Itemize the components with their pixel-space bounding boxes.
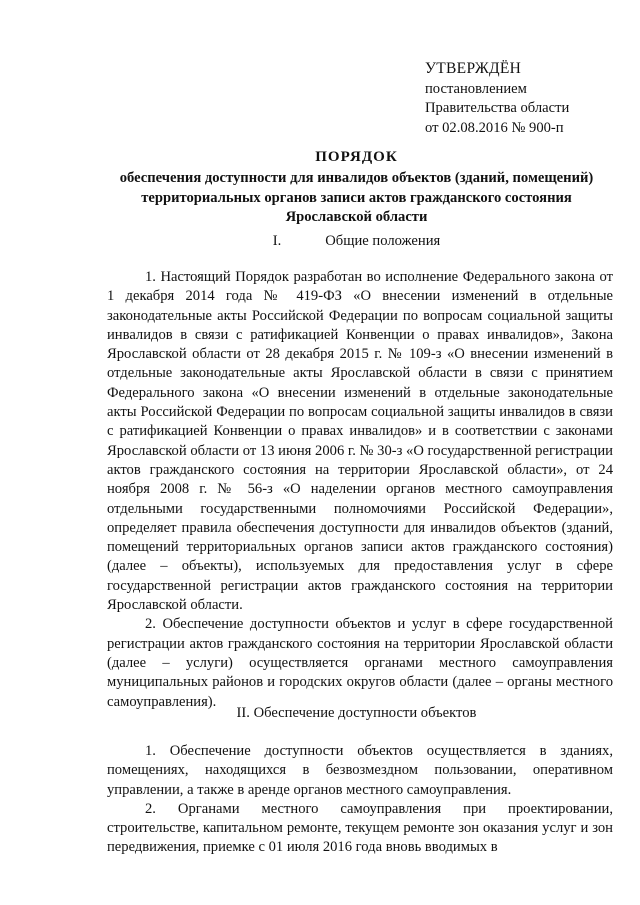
approval-line-1: постановлением xyxy=(425,81,527,97)
approval-stamp xyxy=(425,58,630,138)
title-main: ПОРЯДОК xyxy=(315,149,398,165)
approval-heading: УТВЕРЖДЁН xyxy=(425,60,522,77)
section-1-number: I. xyxy=(272,233,282,249)
paragraph: 2. Обеспечение доступности объектов и услуг в сфере государственной регистрации актов гражданского состояния на территории Ярославской области (далее – услуги) осуществляется органами местного самоуправления муниципальных районов и городских округов области (далее – органы местного самоуправления). xyxy=(107,616,613,710)
paragraph: 2. Органами местного самоуправления при проектировании, строительстве, капитальном ремонте, текущем ремонте зон оказания услуг и зон передвижения, приемке с 01 июля 2016 года вновь вводимых в xyxy=(107,800,613,856)
approval-line-2: Правительства области xyxy=(425,100,570,117)
document-title xyxy=(100,148,613,227)
paragraph: 1. Обеспечение доступности объектов осуществляется в зданиях, помещениях, находящихся в безвозмездном пользовании, оперативном управлении, а также в аренде органов местного самоуправления. xyxy=(107,743,613,798)
section-2-body xyxy=(107,742,613,858)
section-1-heading xyxy=(100,232,613,251)
section-2-heading: II. Обеспечение доступности объектов xyxy=(236,705,477,721)
section-1-body xyxy=(107,268,613,712)
approval-line-3: от 02.08.2016 № 900-п xyxy=(425,119,564,136)
title-subtitle: обеспечения доступности для инвалидов объектов (зданий, помещений) территориальных органов записи актов гражданского состояния Ярославской области xyxy=(119,170,594,225)
paragraph: 1. Настоящий Порядок разработан во исполнение Федерального закона от 1 декабря 2014 года № 419-ФЗ «О внесении изменений в отдельные законодательные акты Российской Федерации по вопросам социальной защиты инвалидов в связи с ратификацией Конвенции о правах инвалидов», Закона Ярославской области от 28 декабря 2015 г. № 109-з «О внесении изменений в отдельные законодательные акты Ярославской области в связи с принятием Федерального закона «О внесении изменений в отдельные законодательные акты Российской Федерации по вопросам социальной защиты инвалидов в связи с ратификацией Конвенции о правах инвалидов» и в соответствии с законами Ярославской области от 13 июня 2006 г. № 30-з «О государственной регистрации актов гражданского состояния на территории Ярославской области», от 24 ноября 2008 г. № 56-з «О наделении органов местного самоуправления отдельными государственными полномочиями Российской Федерации», определяет правила обеспечения доступности для инвалидов объектов (зданий, помещений территориальных органов записи актов гражданского состояния) (далее – объекты), используемых для предоставления услуг в сфере государственной регистрации актов гражданского состояния на территории Ярославской области. xyxy=(107,269,613,614)
section-1-title: Общие положения xyxy=(325,233,441,249)
